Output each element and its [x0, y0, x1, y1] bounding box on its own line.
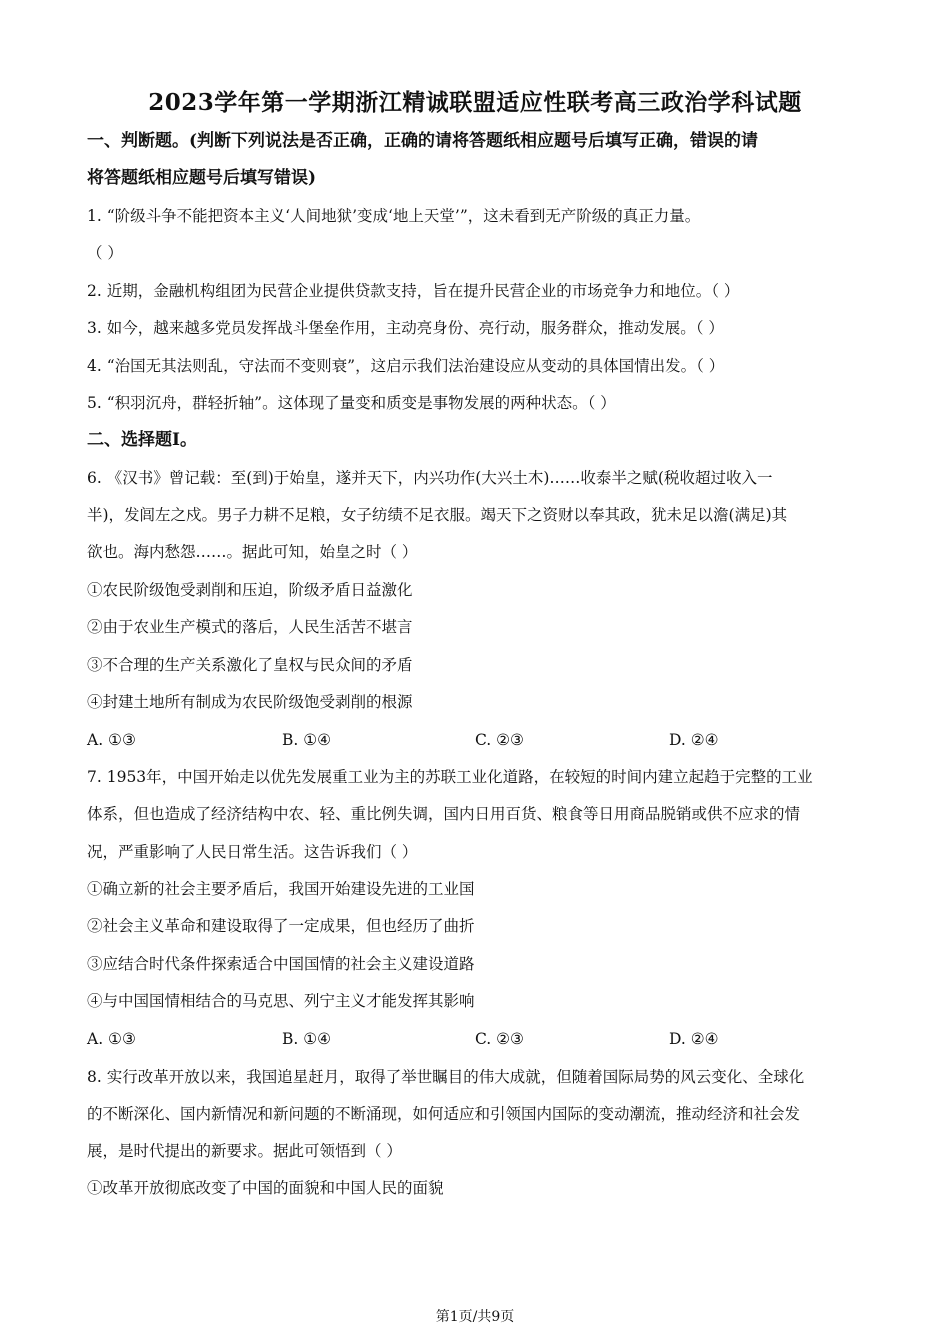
question-7-option-c: C. ②③	[475, 1030, 524, 1048]
question-7-options	[87, 1028, 877, 1050]
question-6-option-a: A. ①③	[87, 731, 136, 749]
question-6-statement-4: ④封建土地所有制成为农民阶级饱受剥削的根源	[87, 693, 413, 711]
question-6-statement-3: ③不合理的生产关系激化了皇权与民众间的矛盾	[87, 656, 413, 674]
question-6-stem-line1: 6. 《汉书》曾记载：至(到)于始皇，遂并天下，内兴功作(大兴土木)……收泰半之赋(税收超过收入一	[87, 469, 773, 487]
question-4-text: 4. “治国无其法则乱，守法而不变则衰”，这启示我们法治建设应从变动的具体国情出发。（ ）	[87, 357, 725, 375]
question-6-option-c: C. ②③	[475, 731, 524, 749]
question-8-stem-line2: 的不断深化、国内新情况和新问题的不断涌现，如何适应和引领国内国际的变动潮流，推动经济和社会发	[87, 1105, 801, 1123]
question-6-stem-line3: 欲也。海内愁怨……。据此可知，始皇之时（ ）	[87, 543, 418, 561]
question-3-text: 3. 如今，越来越多党员发挥战斗堡垒作用，主动亮身份、亮行动，服务群众，推动发展。（ ）	[87, 319, 724, 337]
question-8-stem-line3: 展，是时代提出的新要求。据此可领悟到（ ）	[87, 1142, 402, 1160]
question-7-statement-1: ①确立新的社会主要矛盾后，我国开始建设先进的工业国	[87, 880, 475, 898]
question-2-text: 2. 近期，金融机构组团为民营企业提供贷款支持，旨在提升民营企业的市场竞争力和地位。（ ）	[87, 282, 740, 300]
question-7-option-b: B. ①④	[282, 1030, 332, 1048]
question-7-stem-line1: 7. 1953年，中国开始走以优先发展重工业为主的苏联工业化道路，在较短的时间内建立起趋于完整的工业	[87, 768, 813, 786]
question-5-text: 5. “积羽沉舟，群轻折轴”。这体现了量变和质变是事物发展的两种状态。（ ）	[87, 394, 616, 412]
question-7-option-a: A. ①③	[87, 1030, 136, 1048]
page-number: 第1页/共9页	[435, 1309, 515, 1325]
question-7-stem-line3: 况，严重影响了人民日常生活。这告诉我们（ ）	[87, 843, 418, 861]
question-7-statement-4: ④与中国国情相结合的马克思、列宁主义才能发挥其影响	[87, 992, 475, 1010]
page-title: 2023学年第一学期浙江精诚联盟适应性联考高三政治学科试题	[148, 89, 802, 116]
question-8-stem-line1: 8. 实行改革开放以来，我国追星赶月，取得了举世瞩目的伟大成就，但随着国际局势的风云变化、全球化	[87, 1068, 805, 1086]
question-6-statement-1: ①农民阶级饱受剥削和压迫，阶级矛盾日益激化	[87, 581, 413, 599]
section1-heading-line1: 一、判断题。(判断下列说法是否正确，正确的请将答题纸相应题号后填写正确，错误的请	[87, 131, 759, 151]
question-6-option-d: D. ②④	[669, 731, 719, 749]
question-1-answer-blank: （ ）	[87, 244, 123, 262]
question-6-options	[87, 729, 877, 751]
question-6-stem-line2: 半)，发闾左之戍。男子力耕不足粮，女子纺绩不足衣服。竭天下之资财以奉其政，犹未足以澹(满足)其	[87, 506, 788, 524]
question-7-statement-3: ③应结合时代条件探索适合中国国情的社会主义建设道路	[87, 955, 475, 973]
question-6-statement-2: ②由于农业生产模式的落后，人民生活苦不堪言	[87, 618, 413, 636]
section1-heading-line2: 将答题纸相应题号后填写错误)	[87, 168, 317, 188]
question-7-stem-line2: 体系，但也造成了经济结构中农、轻、重比例失调，国内日用百货、粮食等日用商品脱销或供不应求的情	[87, 805, 801, 823]
question-8-statement-1: ①改革开放彻底改变了中国的面貌和中国人民的面貌	[87, 1179, 444, 1197]
question-7-option-d: D. ②④	[669, 1030, 719, 1048]
question-1-text: 1. “阶级斗争不能把资本主义‘人间地狱’变成‘地上天堂’”，这未看到无产阶级的真正力量。	[87, 207, 701, 225]
question-6-option-b: B. ①④	[282, 731, 332, 749]
section2-heading: 二、选择题Ⅰ。	[87, 430, 197, 450]
question-7-statement-2: ②社会主义革命和建设取得了一定成果，但也经历了曲折	[87, 917, 475, 935]
